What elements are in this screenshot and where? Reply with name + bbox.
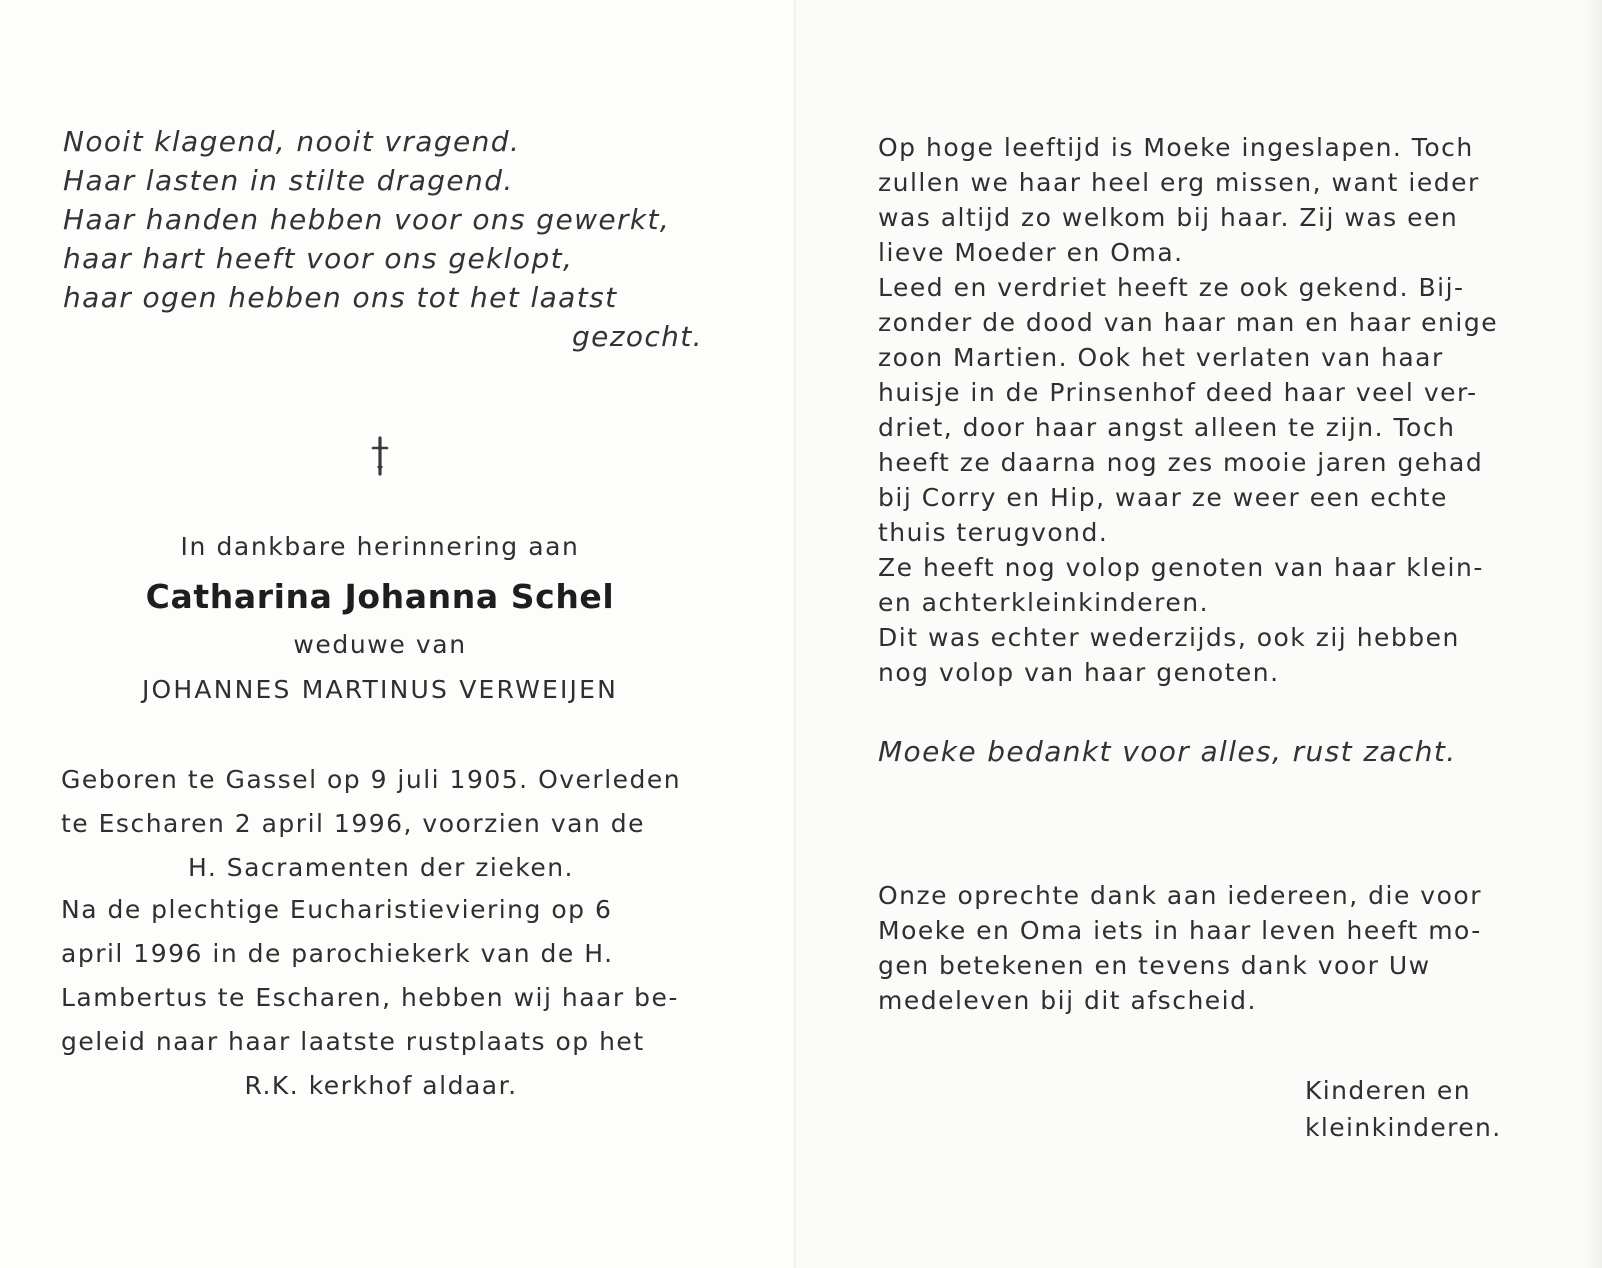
message-line: zoon Martien. Ook het verlaten van haar [878,343,1444,372]
card-fold [794,0,796,1268]
funeral-line: R.K. kerkhof aldaar. [244,1071,518,1100]
funeral-line: Na de plechtige Eucharistieviering op 6 [61,895,613,924]
message-line: nog volop van haar genoten. [878,658,1280,687]
message-line: Dit was echter wederzijds, ook zij hebben [878,623,1460,652]
message-line: Ze heeft nog volop genoten van haar klein- [878,553,1484,582]
thanks-text [878,878,1518,1018]
funeral-line: Lambertus te Escharen, hebben wij haar be- [61,983,679,1012]
funeral-line: geleid naar haar laatste rustplaats op het [61,1027,645,1056]
deceased-name: Catharina Johanna Schel [145,577,615,616]
message-line: lieve Moeder en Oma. [878,238,1184,267]
message-line: Op hoge leeftijd is Moeke ingeslapen. Toch [878,133,1474,162]
message-line: zullen we haar heel erg missen, want ieder [878,168,1480,197]
message-line: Leed en verdriet heeft ze ook gekend. Bij- [878,273,1465,302]
signature-line: Kinderen en [1305,1076,1471,1105]
funeral-text [61,888,701,1108]
poem [63,122,703,356]
intro-text: In dankbare herinnering aan [180,532,580,561]
poem-line: Haar lasten in stilte dragend. [63,164,514,197]
husband-name: JOHANNES MARTINUS VERWEIJEN [141,675,619,704]
signature [1305,1072,1565,1146]
signature-line: kleinkinderen. [1305,1113,1502,1142]
message-line: thuis terugvond. [878,518,1109,547]
thanks-line: Moeke en Oma iets in haar leven heeft mo- [878,916,1482,945]
birth-death-line: te Escharen 2 april 1996, voorzien van de [61,809,645,838]
poem-line: haar hart heeft voor ons geklopt, [63,242,574,275]
cross-icon [370,436,390,476]
farewell-line: Moeke bedankt voor alles, rust zacht. [878,735,1457,768]
message-line: driet, door haar angst alleen te zijn. Toch [878,413,1456,442]
card-edge [1586,0,1602,1268]
birth-death-text [61,758,701,890]
thanks-line: medeleven bij dit afscheid. [878,986,1257,1015]
thanks-line: Onze oprechte dank aan iedereen, die voor [878,881,1482,910]
message-line: heeft ze daarna nog zes mooie jaren gehad [878,448,1484,477]
widow-of-text: weduwe van [293,630,467,659]
message-line: zonder de dood van haar man en haar enige [878,308,1499,337]
thanks-line: gen betekenen en tevens dank voor Uw [878,951,1431,980]
poem-line: gezocht. [571,320,703,353]
remembrance-message [878,130,1518,690]
poem-line: Nooit klagend, nooit vragend. [63,125,521,158]
poem-line: Haar handen hebben voor ons gewerkt, [63,203,671,236]
funeral-line: april 1996 in de parochiekerk van de H. [61,939,614,968]
message-line: en achterkleinkinderen. [878,588,1210,617]
message-line: huisje in de Prinsenhof deed haar veel ver- [878,378,1478,407]
message-line: bij Corry en Hip, waar ze weer een echte [878,483,1448,512]
poem-line: haar ogen hebben ons tot het laatst [63,281,618,314]
message-line: was altijd zo welkom bij haar. Zij was een [878,203,1459,232]
birth-death-line: H. Sacramenten der zieken. [187,853,575,882]
birth-death-line: Geboren te Gassel op 9 juli 1905. Overleden [61,765,682,794]
